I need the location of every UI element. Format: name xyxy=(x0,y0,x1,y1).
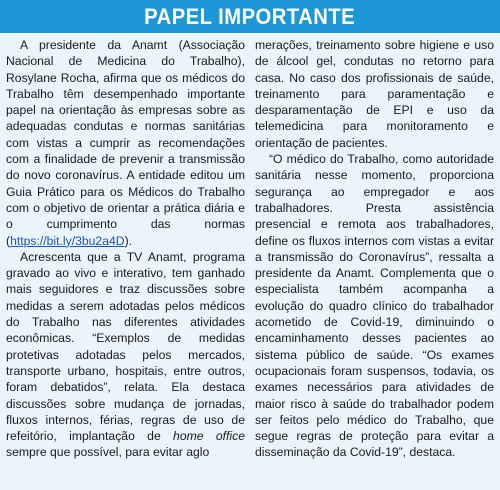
paragraph-3: “O médico do Trabalho, como autoridade sanitária nesse momento, proporciona segurança ao empregador e aos trabalhadores. Presta assistência presencial e remota aos trabalhadores, define os fluxos internos com vistas a evitar a transmissão do Coronavírus”, ressalta a presidente da Anamt. Complementa que o especialista também acompanha a evolução do quadro clínico do trabalhador acometido de Covid-19, diminuindo o encaminhamento desses pacientes ao sistema público de saúde. “Os exames ocupacionais foram suspensos, todavia, os exames necessários para atividades de maior risco à saúde do trabalhador podem ser feitos pelo médico do Trabalho, que segue regras de proteção para evitar a disseminação da Covid-19”, destaca. xyxy=(255,152,494,460)
paragraph-1-end: ). xyxy=(124,233,133,248)
paragraph-2 xyxy=(6,249,245,461)
article-columns xyxy=(6,37,494,488)
article-title: PAPEL IMPORTANTE xyxy=(144,3,356,29)
left-column xyxy=(6,37,245,488)
paragraph-2-continued: merações, treinamento sobre higiene e uso de álcool gel, condutas no retorno para casa. No caso dos profissionais de saúde, treinamento para paramentação e desparamentação de EPI e uso da telemedicina para monitoramento e orientação de pacientes. xyxy=(255,38,494,150)
paragraph-1 xyxy=(6,37,245,249)
paragraph-1-text: A presidente da Anamt (Associação Nacional de Medicina do Trabalho), Rosylane Rocha, afirma que os médicos do Trabalho têm desempenhado importante papel na orientação às empresas sobre as adequadas condutas e normas sanitárias com vistas a cumprir as recomendações com a finalidade de prevenir a transmissão do novo coronavírus. A entidade editou um Guia Prático para os Médicos do Trabalho com o objetivo de orientar a prática diária e o cumprimento das normas ( xyxy=(6,38,245,248)
paragraph-2-end: sempre que possível, para evitar aglo xyxy=(6,445,210,460)
paragraph-2-text: Acrescenta que a TV Anamt, programa gravado ao vivo e interativo, tem ganhado mais seguidores e traz discussões sobre medidas a serem adotadas pelos médicos do Trabalho nas diferentes atividades econômicas. “Exemplos de medidas protetivas adotadas pelos mercados, transporte urbano, hospitais, entre outros, foram debatidos”, relata. Ela destaca discussões sobre mudança de jornadas, fluxos internos, férias, regras de uso de refeitório, implantação de xyxy=(6,249,245,444)
section-banner xyxy=(0,0,500,33)
guide-link[interactable]: https://bit.ly/3bu2a4D xyxy=(10,233,125,248)
home-office-term: home office xyxy=(173,429,245,444)
right-column xyxy=(255,37,494,488)
